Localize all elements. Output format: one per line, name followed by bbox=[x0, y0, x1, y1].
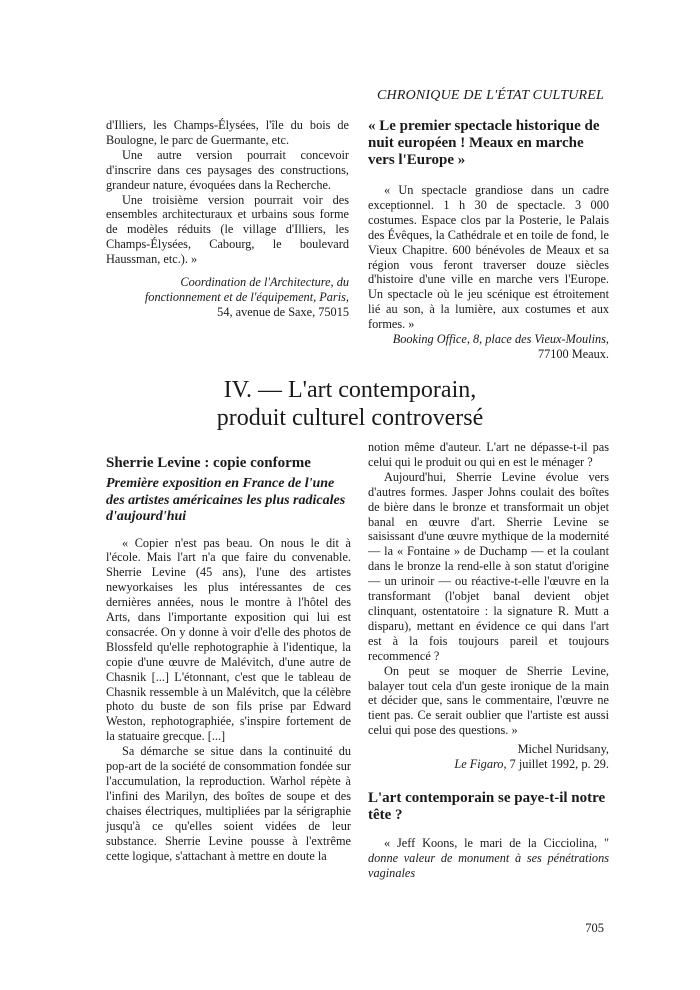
source-citation: 77100 Meaux. bbox=[537, 346, 609, 361]
article-subheading: Première exposition en France de l'une des artistes américaines les plus radicales d'aujourd'hui bbox=[106, 476, 346, 524]
bottom-left-column bbox=[106, 455, 351, 863]
paragraph bbox=[106, 148, 349, 193]
source-citation bbox=[106, 290, 349, 305]
top-left-column bbox=[106, 118, 349, 320]
top-right-column bbox=[368, 118, 609, 362]
paragraph: notion même d'auteur. L'art ne dépasse-t-il pas celui qui le produit ou qui en est le ménager ? bbox=[368, 440, 609, 469]
paragraph: On peut se moquer de Sherrie Levine, balayer tout cela d'un geste ironique de la main et décider que, sans le commentaire, l'œuvre ne tient pas. Ce serait oublier que l'artiste est aussi celui qui pose des questions. » bbox=[368, 663, 609, 738]
running-head: CHRONIQUE DE L'ÉTAT CULTUREL bbox=[376, 88, 604, 103]
paragraph-text: Une autre version pourrait concevoir d'inscrire dans ces paysages des constructions, grandeur nature, évoquées dans la Recherche. bbox=[106, 147, 349, 192]
paragraph: « Un spectacle grandiose dans un cadre exceptionnel. 1 h 30 de spectacle. 3 000 costumes. Espace clos par la Posterie, le Palais des Évêques, la Cathédrale et en toile de fond, le Vieux Chapitre. 600 bénévoles de Meaux et sa région vous feront traverser douze siècles d'histoire d'une ville en marche vers l'Europe. Un spectacle où le jeu scénique est étroitement lié au son, à la lumière, aux costumes et aux formes. » bbox=[368, 183, 609, 332]
paragraph-text: « Jeff Koons, le mari de la Cicciolina, " bbox=[384, 835, 609, 850]
bottom-right-column bbox=[368, 440, 609, 881]
source-citation-italic: fonctionnement et de l'équipement, Paris, bbox=[144, 289, 349, 304]
source-title: Le Figaro bbox=[454, 757, 504, 772]
paragraph: Aujourd'hui, Sherrie Levine évolue vers d'autres formes. Jasper Johns coulait des boîtes de bière dans le bronze et transformait un objet banal en œuvre d'art. Sherrie Levine se saisissant d'une œuvre mythique de la modernité — la « Fontaine » de Duchamp — et la coulant dans le bronze la rend-elle à son statut d'origine — un urinoir — ou réactive-t-elle l'œuvre en la transformant (l'objet banal devient objet clinquant, ostentatoire : la signature R. Mutt a disparu), mettant en évidence ce qui dans l'art est à la fois toujours pareil et toujours recommencé ? bbox=[368, 469, 609, 663]
paragraph: d'Illiers, les Champs-Élysées, l'île du bois de Boulogne, le parc de Guermante, etc. bbox=[106, 118, 349, 147]
paragraph: « Copier n'est pas beau. On nous le dit à l'école. Mais l'art n'a que faire du convenable. Sherrie Levine (45 ans), l'une des artistes newyorkaises les plus intéressantes de ces dernières années, nous le montre à l'hôtel des Arts, dans l'importante exposition qui lui est consacrée. On y donne à voir d'elle des photos de Blossfeld qu'elle rephotographie à l'identique, la copie d'une œuvre de Malévitch, d'une autre de Chasnik [...] L'étonnant, c'est que le tableau de Chasnik ressemble à un Malévitch, que la célèbre photo du buste de son fils prise par Edward Weston, rephotographiée, s'inspire fortement de la statuaire grecque. [...] bbox=[106, 535, 351, 744]
source-citation bbox=[368, 757, 609, 772]
quoted-italic: donne valeur de monument à ses pénétrations vaginales bbox=[368, 850, 609, 880]
chapter-title-line: produit culturel controversé bbox=[216, 405, 484, 431]
source-citation: Coordination de l'Architecture, du bbox=[180, 275, 349, 290]
article-heading: L'art contemporain se paye-t-il notre tête ? bbox=[368, 789, 606, 823]
article-heading: Sherrie Levine : copie conforme bbox=[106, 455, 311, 471]
source-citation: 54, avenue de Saxe, 75015 bbox=[217, 304, 349, 319]
paragraph: Une troisième version pourrait voir des ensembles architecturaux et urbains sous forme de modèles réduits (le village d'Illiers, les Champs-Élysées, Cabourg, le boulevard Haussman, etc.). » bbox=[106, 192, 349, 267]
source-details: , 7 juillet 1992, p. 29. bbox=[503, 757, 609, 772]
page-number: 705 bbox=[585, 921, 604, 935]
chapter-title bbox=[0, 376, 700, 432]
source-citation: Booking Office, 8, place des Vieux-Moulins, bbox=[392, 332, 609, 347]
paragraph: Sa démarche se situe dans la continuité du pop-art de la société de consommation fondée sur l'accumulation, la reproduction. Warhol répète à l'infini des Marilyn, des boîtes de soupe et des chaises électriques, multipliées par la sérigraphie jusqu'à ce qu'elles soient vidées de leur substance. Sherrie Levine pousse à l'extrême cette logique, s'attachant à mettre en doute la bbox=[106, 744, 351, 863]
author-signature: Michel Nuridsany, bbox=[517, 742, 609, 757]
paragraph bbox=[368, 836, 609, 881]
chapter-title-line: IV. — L'art contemporain, bbox=[223, 377, 477, 403]
section-heading: « Le premier spectacle historique de nuit européen ! Meaux en marche vers l'Europe » bbox=[368, 118, 600, 168]
